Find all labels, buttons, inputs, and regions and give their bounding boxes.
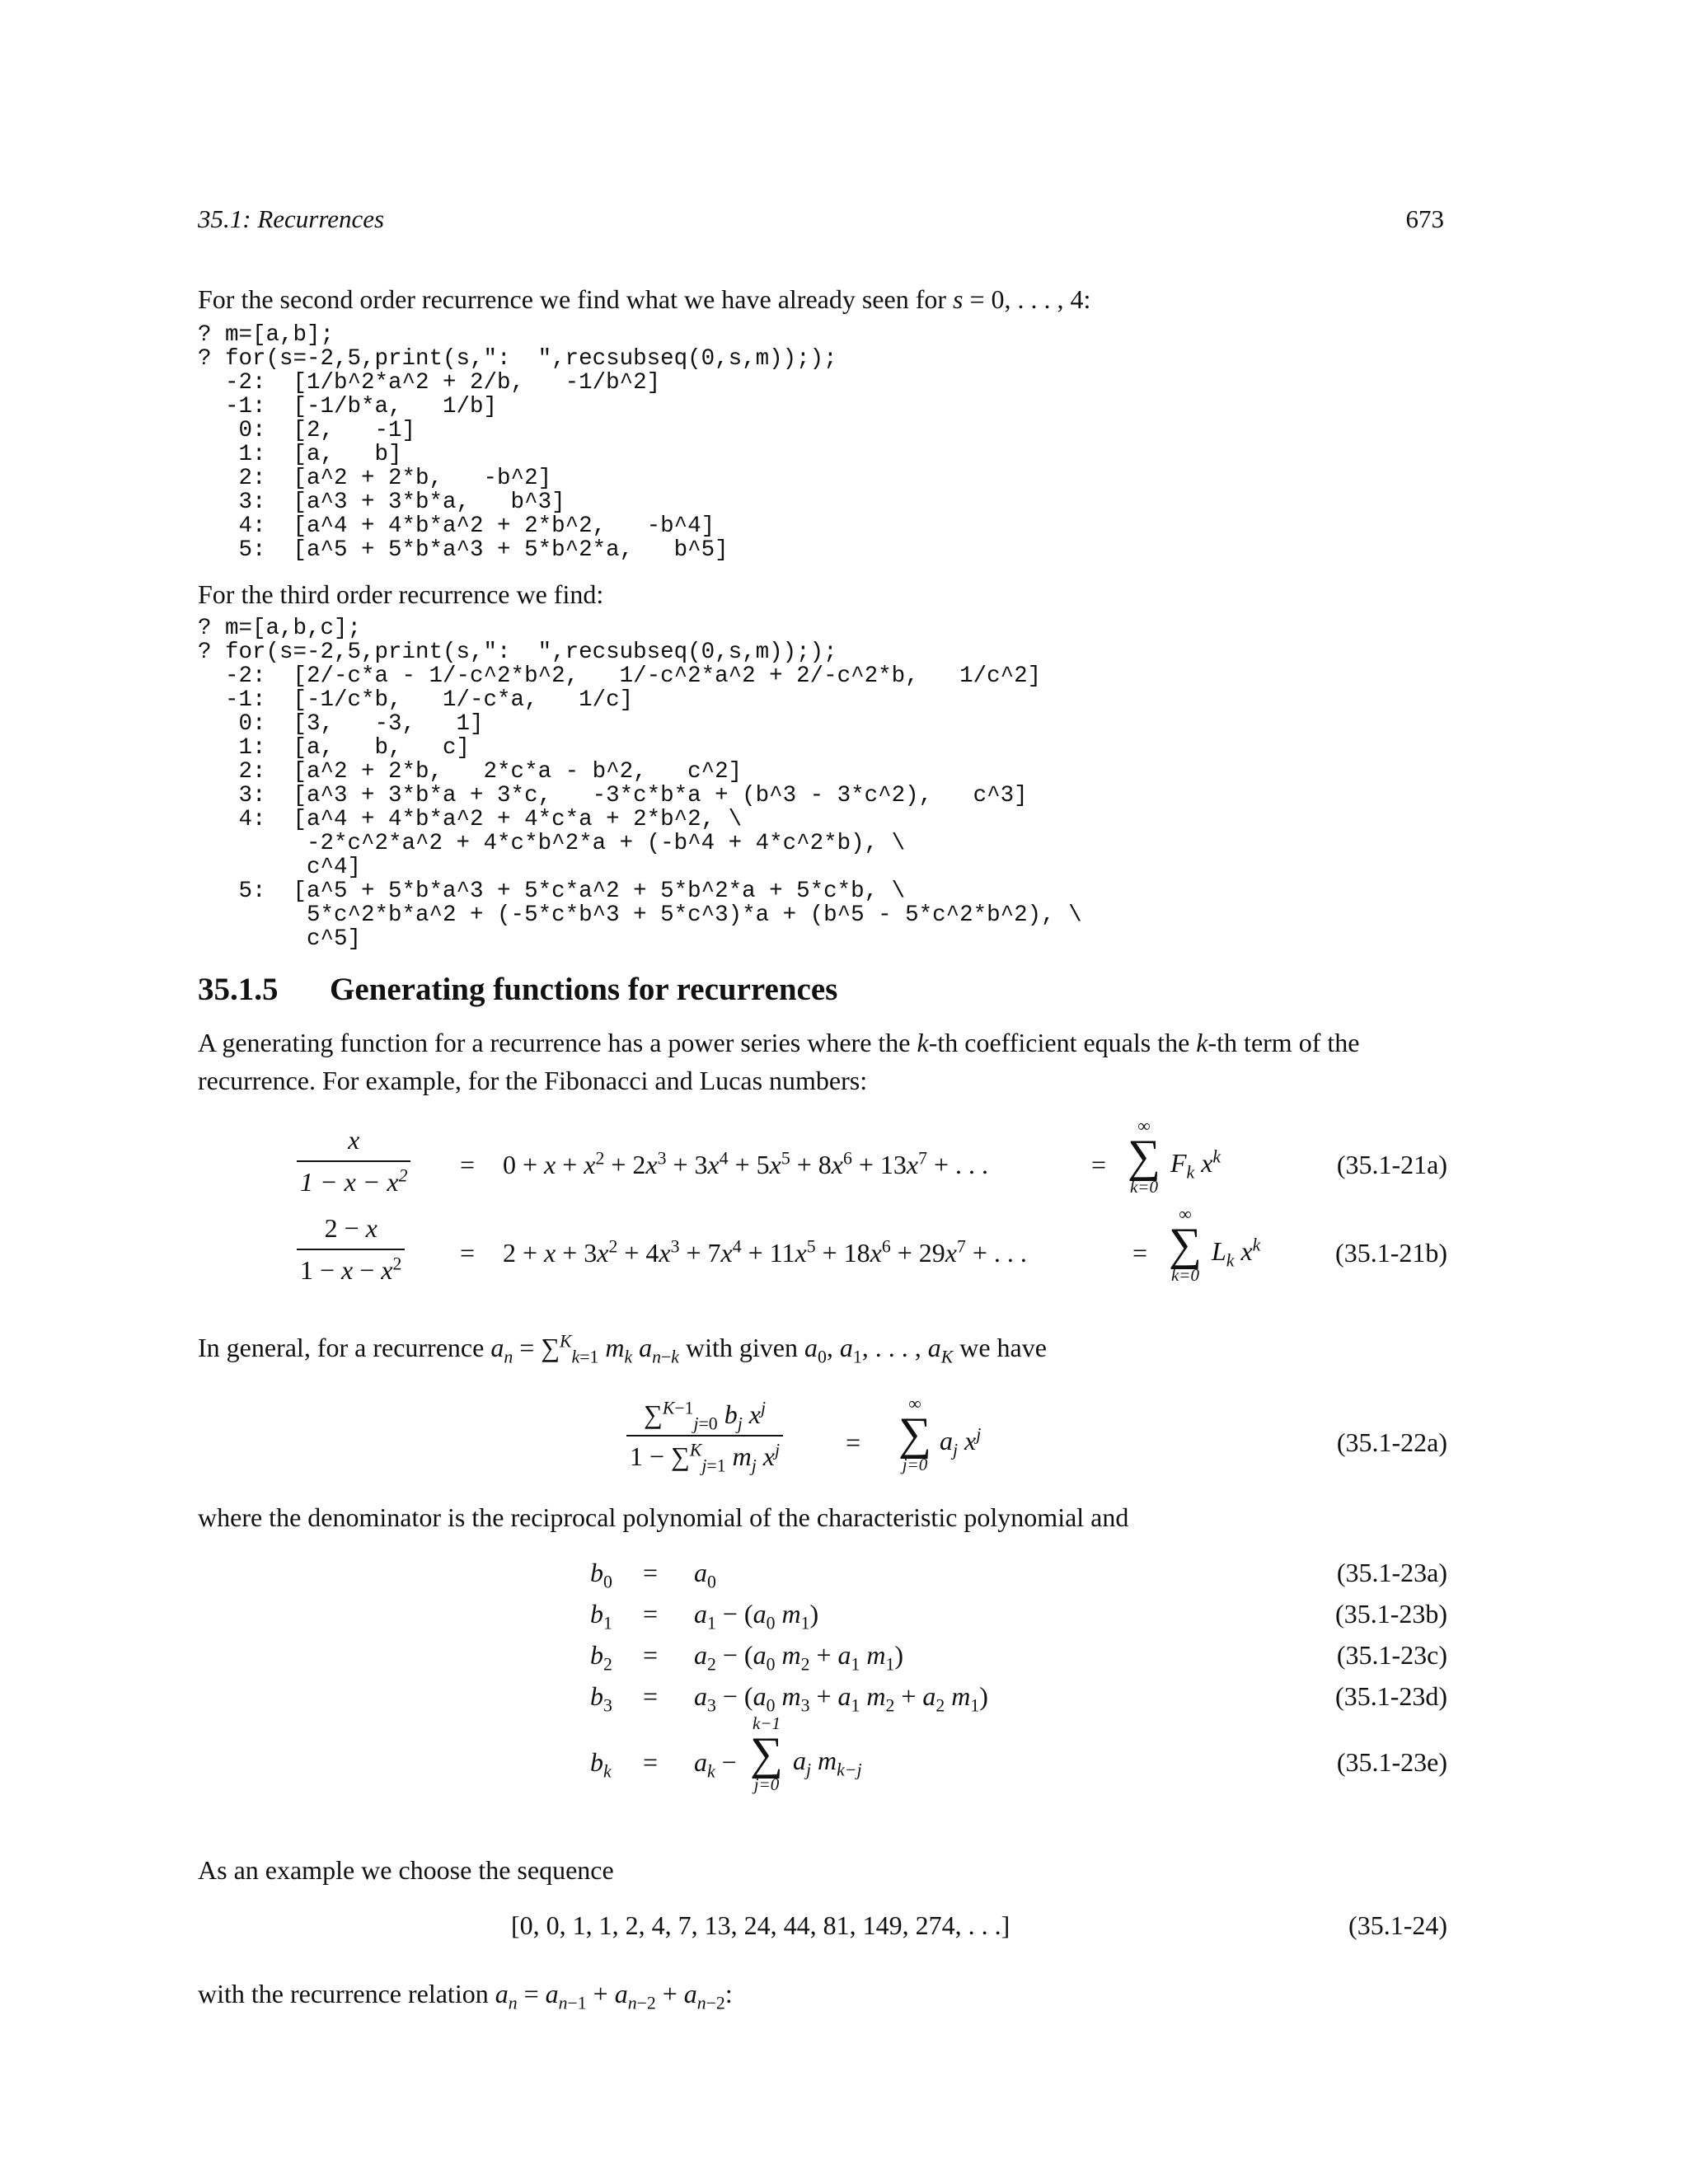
paragraph-example: As an example we choose the sequence bbox=[198, 1855, 614, 1885]
sum-term: $a_j$ $x^j$ bbox=[940, 1424, 982, 1460]
code-line: c^4] bbox=[198, 855, 362, 880]
code-line: ? m=[a,b]; bbox=[198, 322, 335, 348]
equation-35-1-24 bbox=[198, 1910, 1447, 1952]
example-sequence: [0, 0, 1, 1, 2, 4, 7, 13, 24, 44, 81, 149, 274, . . .] bbox=[511, 1910, 1010, 1940]
running-head: 35.1: Recurrences bbox=[198, 204, 385, 233]
rhs-bk-prefix: $a_k$ − bbox=[694, 1747, 737, 1782]
section-number: 35.1.5 bbox=[198, 972, 279, 1007]
equals-sign: = bbox=[846, 1427, 861, 1457]
sum-lower-limit: j=0 bbox=[902, 1455, 928, 1474]
summation-symbol: k−1 ∑ j=0 bbox=[750, 1713, 783, 1794]
fibonacci-series: $0 + x + x^2 + 2x^3 + 3x^4 + 5x^5 + 8x^6 + 13x^7$ + . . . bbox=[503, 1148, 989, 1179]
lhs-b0: $b_0$ bbox=[590, 1558, 612, 1592]
code-line: -2*c^2*a^2 + 4*c*b^2*a + (-b^4 + 4*c^2*b), \ bbox=[198, 831, 906, 856]
sum-term: $L_k$ $x^k$ bbox=[1212, 1235, 1261, 1271]
code-line: c^5] bbox=[198, 926, 362, 952]
code-line: 0: [2, -1] bbox=[198, 418, 416, 443]
equals-sign: = bbox=[1091, 1150, 1107, 1179]
lhs-b1: $b_1$ bbox=[590, 1599, 612, 1633]
rhs-b2: $a_2 - (a_0$ $m_2 + a_1$ $m_1$) bbox=[694, 1640, 903, 1675]
paragraph-third-order: For the third order recurrence we find: bbox=[198, 579, 604, 609]
paragraph-second-order bbox=[198, 280, 1447, 318]
code-line: 1: [a, b, c] bbox=[198, 735, 471, 761]
code-line: 2: [a^2 + 2*b, 2*c*a - b^2, c^2] bbox=[198, 759, 743, 785]
paragraph-rendered: For the second order recurrence we find what we have already seen for s = 0, . . . , 4: bbox=[198, 284, 1091, 314]
sum-upper-limit: ∞ bbox=[1179, 1204, 1192, 1224]
sum-lower-limit: k=0 bbox=[1170, 1265, 1199, 1285]
rhs-b3: $a_3 - (a_0$ $m_3 + a_1$ $m_2 + a_2$ $m_1$) bbox=[694, 1681, 988, 1716]
summation-symbol: ∞ ∑ k=0 bbox=[1128, 1116, 1160, 1197]
sum-lower-limit: j=0 bbox=[753, 1774, 780, 1794]
fraction-numerator: x bbox=[348, 1125, 360, 1155]
equation-label: (35.1-23a) bbox=[1336, 1558, 1447, 1587]
equals-sign: = bbox=[460, 1238, 476, 1268]
equals-sign: = bbox=[643, 1747, 659, 1777]
equals-sign: = bbox=[643, 1681, 659, 1711]
sum-upper-limit: k−1 bbox=[752, 1713, 781, 1733]
equation-35-1-21b bbox=[198, 1205, 1447, 1304]
code-line: ? m=[a,b,c]; bbox=[198, 616, 362, 641]
fraction-denominator: $1 - x - x^2$ bbox=[297, 1249, 405, 1286]
equation-label: (35.1-21b) bbox=[1335, 1238, 1447, 1268]
summation-symbol: ∞ ∑ j=0 bbox=[898, 1394, 931, 1474]
code-line: 0: [3, -3, 1] bbox=[198, 711, 484, 737]
equation-label: (35.1-23c) bbox=[1336, 1640, 1447, 1670]
section-title: Generating functions for recurrences bbox=[330, 972, 838, 1007]
page-number: 673 bbox=[1405, 204, 1444, 233]
sum-upper-limit: ∞ bbox=[908, 1394, 921, 1413]
code-line: 3: [a^3 + 3*b*a + 3*c, -3*c*b*a + (b^3 - 3*c^2), c^3] bbox=[198, 783, 1028, 808]
equation-label: (35.1-23e) bbox=[1336, 1747, 1447, 1777]
equation-label: (35.1-23b) bbox=[1335, 1599, 1447, 1629]
fraction-denominator: $1 - x - x^2$ bbox=[297, 1160, 410, 1197]
equation-array-35-1-23 bbox=[198, 1558, 1447, 1805]
rhs-b0: $a_0$ bbox=[694, 1558, 716, 1592]
code-line: -2: [2/-c*a - 1/-c^2*b^2, 1/-c^2*a^2 + 2/-c^2*b, 1/c^2] bbox=[198, 663, 1042, 689]
code-line: 3: [a^3 + 3*b*a, b^3] bbox=[198, 490, 565, 515]
equals-sign: = bbox=[643, 1640, 659, 1670]
fraction-denominator: 1 − ∑$^K_{j=1}$ $m_j$ $x^j$ bbox=[626, 1435, 783, 1472]
sum-lower-limit: k=0 bbox=[1129, 1177, 1158, 1197]
lhs-b2: $b_2$ bbox=[590, 1640, 612, 1675]
equation-label: (35.1-21a) bbox=[1336, 1150, 1447, 1179]
code-line: ? for(s=-2,5,print(s,": ",recsubseq(0,s,m));); bbox=[198, 640, 837, 665]
code-block-third-order bbox=[198, 616, 1082, 951]
paragraph-denominator: where the denominator is the reciprocal polynomial of the characteristic polynomial and bbox=[198, 1502, 1129, 1532]
equation-35-1-21a bbox=[198, 1117, 1447, 1216]
rhs-b1: $a_1 - (a_0$ $m_1$) bbox=[694, 1599, 819, 1633]
code-line: 5: [a^5 + 5*b*a^3 + 5*c*a^2 + 5*b^2*a + 5*c*b, \ bbox=[198, 879, 906, 904]
code-line: 5*c^2*b*a^2 + (-5*c*b^3 + 5*c^3)*a + (b^5 - 5*c^2*b^2), \ bbox=[198, 902, 1082, 928]
equals-sign: = bbox=[460, 1150, 476, 1179]
lhs-bk: $b_k$ bbox=[590, 1747, 612, 1782]
lucas-series: $2 + x + 3x^2 + 4x^3 + 7x^4 + 11x^5 + 18x^6 + 29x^7$ + . . . bbox=[503, 1236, 1027, 1268]
sum-term: $a_j$ $m_{k-j}$ bbox=[793, 1746, 862, 1780]
equation-label: (35.1-24) bbox=[1348, 1910, 1447, 1940]
code-block-second-order bbox=[198, 323, 837, 562]
equation-label: (35.1-22a) bbox=[1336, 1427, 1447, 1457]
code-line: 1: [a, b] bbox=[198, 442, 402, 467]
equals-sign: = bbox=[1132, 1238, 1148, 1268]
fraction bbox=[626, 1398, 783, 1476]
code-line: 4: [a^4 + 4*b*a^2 + 2*b^2, -b^4] bbox=[198, 513, 715, 539]
section-heading bbox=[198, 971, 837, 1008]
summation-symbol: ∞ ∑ k=0 bbox=[1169, 1204, 1202, 1285]
code-line: 4: [a^4 + 4*b*a^2 + 4*c*a + 2*b^2, \ bbox=[198, 807, 743, 832]
code-line: -2: [1/b^2*a^2 + 2/b, -1/b^2] bbox=[198, 370, 661, 396]
code-line: 2: [a^2 + 2*b, -b^2] bbox=[198, 466, 552, 491]
code-line: -1: [-1/b*a, 1/b] bbox=[198, 394, 498, 419]
fraction-numerator: 2 − x bbox=[324, 1213, 377, 1243]
lhs-b3: $b_3$ bbox=[590, 1681, 612, 1716]
sum-term: $F_k$ $x^k$ bbox=[1170, 1146, 1221, 1183]
fraction-numerator: ∑$^{K-1}_{j=0}$ $b_j$ $x^j$ bbox=[644, 1398, 766, 1434]
equation-35-1-22a bbox=[198, 1391, 1447, 1498]
code-line: 5: [a^5 + 5*b*a^3 + 5*b^2*a, b^5] bbox=[198, 537, 729, 563]
equals-sign: = bbox=[643, 1558, 659, 1587]
equation-label: (35.1-23d) bbox=[1335, 1681, 1447, 1711]
sum-upper-limit: ∞ bbox=[1137, 1116, 1151, 1136]
fraction bbox=[297, 1125, 410, 1197]
fraction bbox=[297, 1213, 405, 1286]
paragraph-generating-function: A generating function for a recurrence has a power series where the k-th coefficient equals the k-th term of the recurrence. For example, for the Fibonacci and Lucas numbers: bbox=[198, 1028, 1360, 1095]
paragraph-recurrence-relation: with the recurrence relation $a_n = a_{n-1} + a_{n-2} + a_{n-2}$: bbox=[198, 1979, 733, 2013]
code-line: -1: [-1/c*b, 1/-c*a, 1/c] bbox=[198, 687, 634, 713]
paragraph-general-recurrence: In general, for a recurrence $a_n = \sum^K_{k=1}$ $m_k$ $a_{n-k}$ with given $a_0$, $a_1$, . . . , $a_K$ we have bbox=[198, 1331, 1047, 1367]
equals-sign: = bbox=[643, 1599, 659, 1629]
code-line: ? for(s=-2,5,print(s,": ",recsubseq(0,s,m));); bbox=[198, 346, 837, 372]
